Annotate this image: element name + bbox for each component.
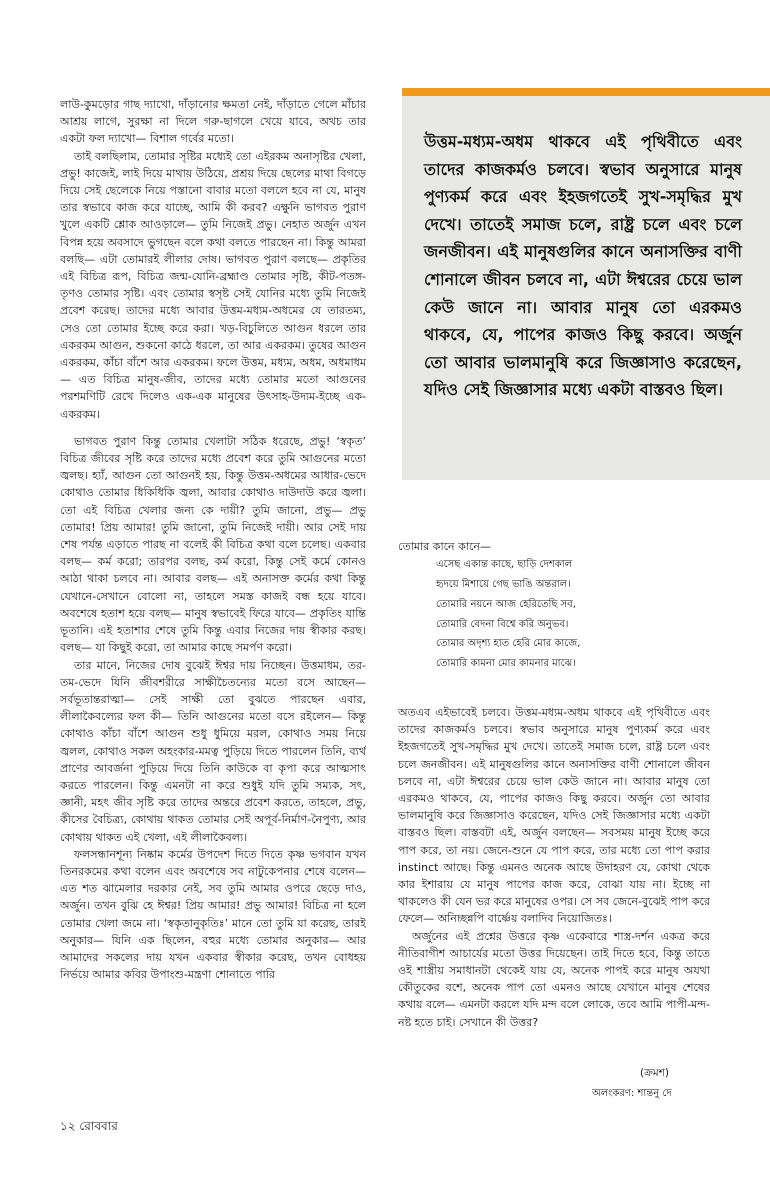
page-folio: ১২ রোববার bbox=[60, 1119, 118, 1133]
poem-block bbox=[398, 538, 710, 683]
body-paragraph: অতএব এইভাবেই চলবে। উত্তম-মধ্যম-অধম থাকবে এই পৃথিবীতে এবং তাদের কাজকর্মও চলবে। স্বভাব অনুসারে মানুষ পুণ্যকর্ম করে এবং ইহজগতেই সুখ-সমৃদ্ধির মুখ দেখে। তাতেই সমাজ চলে, রাষ্ট্র চলে এবং চলে জনজীবন। এই মানুষগুলির কানে অনাসক্তির বাণী শোনালে জীবন চলবে না, এটা ঈশ্বরের চেয়ে ভাল কেউ জানে না। আবার মানুষ তো এরকমও থাকবে, যে, পাপের কাজও কিছু করবে। অর্জুন তো আবার ভালমানুষি করে জিজ্ঞাসাও করেছেন, যদিও সেই জিজ্ঞাসার মধ্যে একটা বাস্তবও ছিল। বাস্তবটা এই, অর্জুন বলছেন— সবসময় মানুষ ইচ্ছে করে পাপ করে, তা নয়। জেনে-শুনে যে পাপ করে, তার মধ্যে তো পাপ করার instinct আছে। কিন্তু এমনও অনেক আছে উদাহরণ যে, কোথা থেকে কার ইশারায় যে মানুষ পাপের কাজ করে, বোঝা যায় না। ইচ্ছে না থাকলেও কী যেন ভর করে মানুষের ওপর। সে সব জেনে-বুঝেই পাপ করে ফেলে— অনিচ্ছন্নপি বার্ষ্ণেয় বলাদিব নিয়োজিতঃ। bbox=[398, 706, 710, 926]
pull-quote-box bbox=[402, 88, 770, 480]
body-paragraph: ফলসন্ধানশূন্য নিষ্কাম কর্মের উপদেশ দিতে দিতে কৃষ্ণ ভগবান যখন তিনরকমের কথা বলেন এবং অবশেষে সব নাটুকেপনার শেষে বলেন— এত শত ঝামেলার দরকার নেই, সব তুমি আমার ওপরে ছেড়ে দাও, অর্জুন। তখন বুঝি হে ঈশ্বর! প্রিয় আমার! প্রভু আমার! বিচিত্র না হলে তোমার খেলা জমে না। ‘স্বকৃতানুকৃতিঃ’ মানে তো তুমি যা করেছ, তারই অনুকার— যিনি এক ছিলেন, বহুর মধ্যে তোমার অনুকার— আর আমাদের সকলের দায় যখন একবার স্বীকার করেছ, তখন বোধহয় নির্ভয়ে আমার কবির উপাংশু-মন্ত্রণা শোনাতে পারি bbox=[60, 847, 366, 982]
poem-lines bbox=[398, 555, 710, 674]
illustration-credit: অলংকরণ: শান্তনু দে bbox=[592, 1088, 672, 1099]
body-paragraph: তাই বলছিলাম, তোমার সৃষ্টির মধ্যেই তো এইরকম অনাসৃষ্টির খেলা, প্রভু! কাজেই, লাই দিয়ে মাথায় উঠিয়ে, প্রশ্রয় দিয়ে ছেলের মাথা বিগড়ে দিয়ে সেই ছেলেকে নিয়ে পস্তানো বাবার মতো বললে হবে না যে, মানুষ তার স্বভাবে কাজ করে যাচ্ছে, আমি কী করব? এক্ষুনি ভাগবত পুরাণ খুলে একটি শ্লোক আওড়ালে— তুমি নিজেই প্রভু। নেহাত অর্জুন এখন বিপন্ন হয়ে অবসাদে ভুগছেন বলে কথা বলতে পারছেন না। কিন্তু আমরা বলছি— এটা তোমারই লীলার দোষ। ভাগবত পুরাণ বলছে— প্রকৃতির এই বিচিত্র রূপ, বিচিত্র জন্ম-যোনি-ব্রহ্মাণ্ড তোমার সৃষ্টি, কীট-পতঙ্গ-তৃণও তোমার সৃষ্টি। এবং তোমার স্বসৃষ্ট সেই যোনির মধ্যে তুমি নিজেই প্রবেশ করেছ। তাদের মধ্যে আবার উত্তম-মধ্যম-অধমের যে তারতম্য, সেও তো তোমার ইচ্ছে করে করা। খড়-বিচুলিতে আগুন ধরলে তার একরকম আগুন, শুকনো কাঠে ধরলে, তা আর একরকম। তুষের আগুন একরকম, কাঁচা বাঁশে আর একরকম। ফলে উত্তম, মধ্যম, অধম, অধমাধম— এত বিচিত্র মানুষ-জীব, তাদের মধ্যে তোমার মতো আগুনের পরশমণিটি রেখে দিলেও এক-এক মানুষের উৎসাহ-উদ্যম-ইচ্ছে এক-একরকম। bbox=[60, 149, 366, 421]
left-column bbox=[60, 96, 366, 1096]
poem-line: তোমার অদৃশ্য হাত হেরি মোর কাজে, bbox=[436, 638, 581, 650]
right-column-text bbox=[398, 704, 710, 1060]
body-paragraph: ভাগবত পুরাণ কিন্তু তোমার খেলাটা সঠিক ধরেছে, প্রভু! ‘স্বকৃত’ বিচিত্র জীবের সৃষ্টি করে তাদের মধ্যে প্রবেশ করে তুমি আগুনের মতো জ্বলছ। হ্যাঁ, আগুন তো আগুনই হয়, কিন্তু উত্তম-অধমের আধার-ভেদে কোথাও তোমার ধিকিধিকি জ্বলা, আবার কোথাও দাউদাউ করে জ্বলা। তো এই বিচিত্র খেলার জন্য কে দায়ী? তুমি জানো, প্রভু— প্রভু তোমার! প্রিয় আমার! তুমি জানো, তুমি নিজেই দায়ী। আর সেই দায় শেষ পর্যন্ত এড়াতে পারছ না বলেই কী বিচিত্র কথা বলে চলেছ। একবার বলছ— কর্ম করো; তারপর বলছ, কর্ম করো, কিন্তু সেই কর্মে কোনও আঠা থাকা চলবে না। আবার বলছ— এই অনাসক্ত কর্মের কথা কিন্তু যেখানে-সেখানে বোলো না, তাহলে সমস্ত কাজই বন্ধ হয়ে যাবে। অবশেষে হতাশ হয়ে বলছ— মানুষ স্বভাবেই ফিরে যাবে— প্রকৃতিং যান্তি ভূতানি। এই হতাশার শেষে তুমি কিন্তু এবার নিজের দায় স্বীকার করছ। বলছ— যা কিছুই করো, তা আমার কাছে সমর্পণ করো। bbox=[60, 434, 366, 655]
accent-bar bbox=[402, 88, 770, 96]
body-paragraph: তার মানে, নিজের দোষ বুঝেই ঈশ্বর দায় নিচ্ছেন। উত্তমাধম, তর-তম-ভেদে যিনি জীবশরীরে সাক্ষীচৈতন্যের মতো বসে আছেন— সর্বভূতান্তরাত্মা— সেই সাক্ষী তো বুঝতে পারছেন এবার, লীলাকৈবল্যের ফল কী— তিনি আগুনের মতো বসে রইলেন— কিন্তু কোথাও কাঁচা বাঁশে আগুন শুধু ধুমিয়ে মরল, কোথাও সময় নিয়ে জ্বলল, কোথাও সকল অহংকার-মমত্ব পুড়িয়ে দিতে পারলেন তিনি, ব্যর্থ প্রাণের আবর্জনা পুড়িয়ে দিয়ে তিনি কাউকে বা কৃপা করে আত্মসাৎ করতে পারলেন। কিন্তু এমনটা না করে শুধুই যদি তুমি সম্যক, সৎ, জ্ঞানী, মহৎ জীব সৃষ্টি করে তাদের অন্তরে প্রবেশ করতে, তাহলে, প্রভু, কীসের বৈচিত্র্য, কোথায় থাকত তোমার সেই অপূর্ব-নির্মাণ-নৈপুণ্য, আর কোথায় থাকত এই খেলা, এই লীলাকৈবল্য। bbox=[60, 658, 366, 844]
body-paragraph: অর্জুনের এই প্রশ্নের উত্তরে কৃষ্ণ একেবারে শাস্ত্র-দর্শন একত্র করে নীতিবাগীশ আচার্যের মতো উত্তর দিয়েছেন। তাই দিতে হবে, কিন্তু তাতে ওই শাস্ত্রীয় সমাধানটা থেকেই যায় যে, অনেক পাপই করে মানুষ অযথা কৌতুকের বশে, অনেক পাপ তো এমনও আছে যেখানে মানুষ শেষের কথায় বলে— এমনটা করলে যদি মন্দ বলে লোকে, তবে আমি পাপী-মন্দ-নষ্ট হতে চাই। সেখানে কী উত্তর? bbox=[398, 929, 710, 1029]
poem-line: হৃদয়ে মিশায়ে গেছ ভাঙি অন্তরাল। bbox=[436, 579, 571, 590]
poem-line: এসেছ একান্ত কাছে, ছাড়ি দেশকাল bbox=[436, 559, 573, 571]
poem-line: তোমারি কামনা মোর কামনার মাঝে। bbox=[436, 658, 576, 670]
poem-line: তোমারি বেদনা বিশ্বে করি অনুভব। bbox=[436, 618, 569, 630]
poem-intro: তোমার কানে কানে— bbox=[398, 540, 491, 553]
pull-quote-text: উত্তম-মধ্যম-অধম থাকবে এই পৃথিবীতে এবং তাদের কাজকর্মও চলবে। স্বভাব অনুসারে মানুষ পুণ্যকর্ম করে এবং ইহজগতেই সুখ-সমৃদ্ধির মুখ দেখে। তাতেই সমাজ চলে, রাষ্ট্র চলে এবং চলে জনজীবন। এই মানুষগুলির কানে অনাসক্তির বাণী শোনালে জীবন চলবে না, এটা ঈশ্বরের চেয়ে ভাল কেউ জানে না। আবার মানুষ তো এরকমও থাকবে, যে, পাপের কাজও কিছু করবে। অর্জুন তো আবার ভালমানুষি করে জিজ্ঞাসাও করেছেন, যদিও সেই জিজ্ঞাসার মধ্যে একটা বাস্তবও ছিল। bbox=[424, 132, 742, 400]
poem-line: তোমারি নয়নে আজ হেরিতেছি সব, bbox=[436, 598, 576, 610]
continued-label: (ক্রমশ) bbox=[640, 1067, 670, 1079]
body-paragraph: লাউ-কুমড়োর গাছ দ্যাখো, দাঁড়ানোর ক্ষমতা নেই, দাঁড়াতে গেলে মাঁচার আশ্রয় লাগে, সুরক্ষা না দিলে গরু-ছাগলে খেয়ে যাবে, অথচ তার একটা ফল দ্যাখো— বিশাল গর্বের মতো। bbox=[60, 98, 366, 146]
